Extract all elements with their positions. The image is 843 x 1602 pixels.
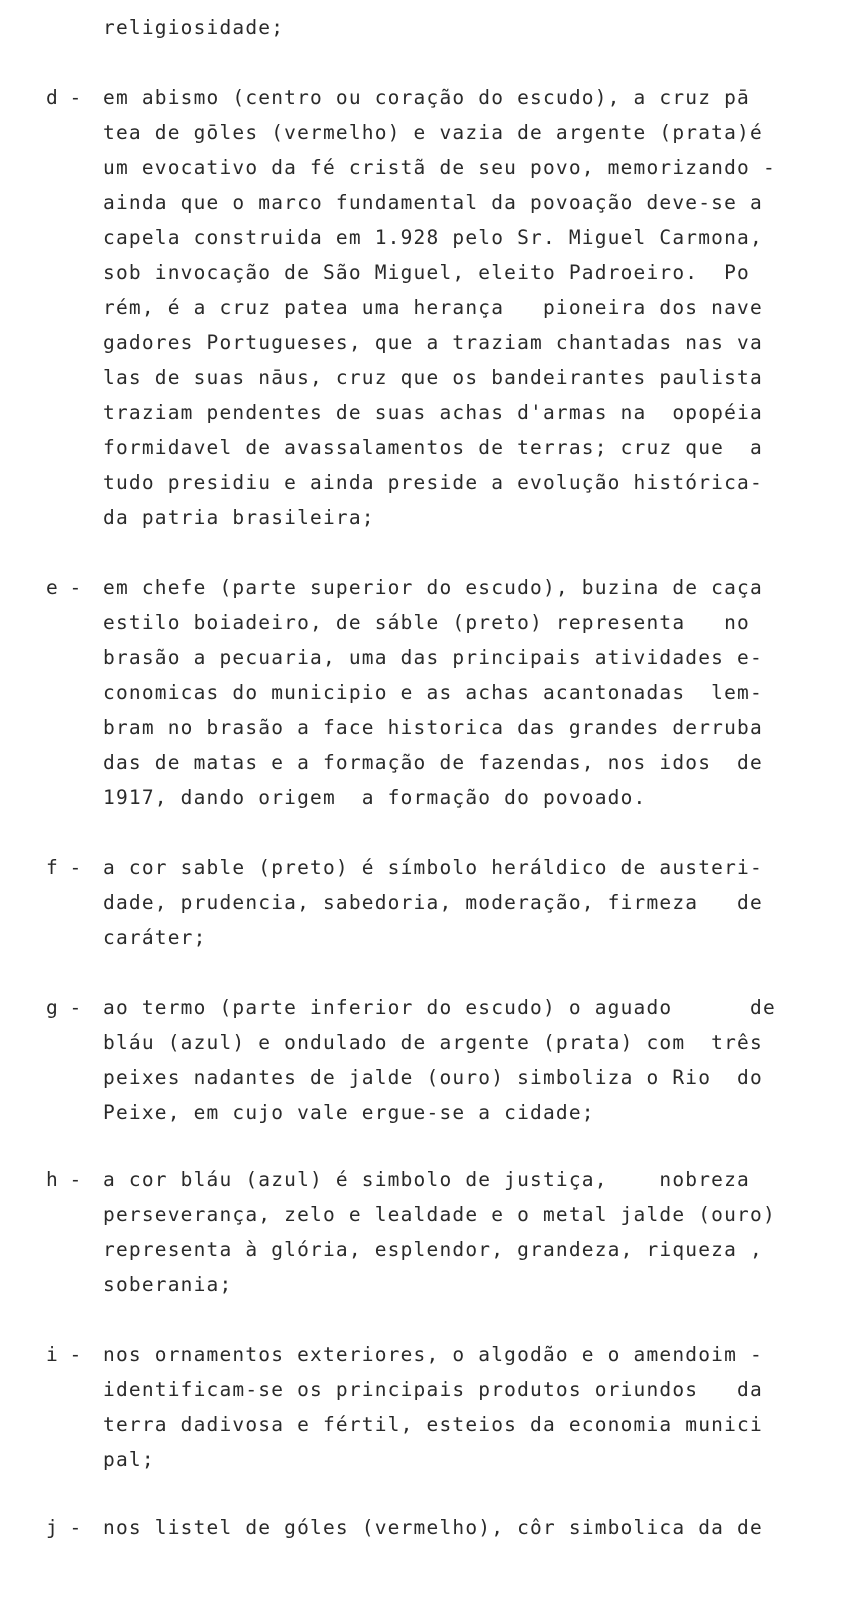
item-marker-j: j - — [46, 1516, 82, 1539]
item-i-line-3: terra dadivosa e fértil, esteios da economia munici — [103, 1413, 763, 1436]
item-f-line-2: dade, prudencia, sabedoria, moderação, firmeza de — [103, 891, 763, 914]
item-i-line-1: nos ornamentos exteriores, o algodão e o amendoim - — [103, 1343, 763, 1366]
item-f-line-3: caráter; — [103, 926, 207, 949]
item-marker-i: i - — [46, 1343, 82, 1366]
item-e-line-2: estilo boiadeiro, de sáble (preto) representa no — [103, 611, 750, 634]
item-marker-d: d - — [46, 86, 82, 109]
item-e-line-4: conomicas do municipio e as achas acantonadas lem- — [103, 681, 763, 704]
item-e-line-5: bram no brasão a face historica das grandes derruba — [103, 716, 763, 739]
item-d-line-4: ainda que o marco fundamental da povoação deve-se a — [103, 191, 763, 214]
item-d-line-12: tudo presidiu e ainda preside a evolução histórica- — [103, 471, 763, 494]
item-d-line-13: da patria brasileira; — [103, 506, 375, 529]
item-i-line-2: identificam-se os principais produtos oriundos da — [103, 1378, 763, 1401]
item-e-line-3: brasão a pecuaria, uma das principais atividades e- — [103, 646, 763, 669]
item-d-line-5: capela construida em 1.928 pelo Sr. Miguel Carmona, — [103, 226, 763, 249]
item-e-line-7: 1917, dando origem a formação do povoado. — [103, 786, 647, 809]
item-h-line-1: a cor bláu (azul) é simbolo de justiça, nobreza — [103, 1168, 750, 1191]
item-i-line-4: pal; — [103, 1448, 155, 1471]
item-g-line-1: ao termo (parte inferior do escudo) o aguado de — [103, 996, 776, 1019]
item-d-line-8: gadores Portugueses, que a traziam chantadas nas va — [103, 331, 763, 354]
item-marker-g: g - — [46, 996, 82, 1019]
item-h-line-3: representa à glória, esplendor, grandeza, riqueza , — [103, 1238, 763, 1261]
item-e-line-6: das de matas e a formação de fazendas, nos idos de — [103, 751, 763, 774]
item-marker-f: f - — [46, 856, 82, 879]
item-h-line-2: perseverança, zelo e lealdade e o metal jalde (ouro) — [103, 1203, 776, 1226]
item-g-line-3: peixes nadantes de jalde (ouro) simboliza o Rio do — [103, 1066, 763, 1089]
item-d-line-11: formidavel de avassalamentos de terras; cruz que a — [103, 436, 763, 459]
item-marker-e: e - — [46, 576, 82, 599]
item-g-line-2: bláu (azul) e ondulado de argente (prata) com três — [103, 1031, 763, 1054]
item-d-line-9: las de suas nāus, cruz que os bandeirantes paulista — [103, 366, 763, 389]
item-d-line-1: em abismo (centro ou coração do escudo), a cruz pā — [103, 86, 750, 109]
item-d-line-6: sob invocação de São Miguel, eleito Padroeiro. Po — [103, 261, 750, 284]
item-e-line-1: em chefe (parte superior do escudo), buzina de caça — [103, 576, 763, 599]
item-f-line-1: a cor sable (preto) é símbolo heráldico de austeri- — [103, 856, 763, 879]
item-h-line-4: soberania; — [103, 1273, 233, 1296]
intro-line: religiosidade; — [103, 16, 285, 39]
item-j-line-1: nos listel de góles (vermelho), côr simbolica da de — [103, 1516, 763, 1539]
item-g-line-4: Peixe, em cujo vale ergue-se a cidade; — [103, 1101, 595, 1124]
item-marker-h: h - — [46, 1168, 82, 1191]
item-d-line-2: tea de gōles (vermelho) e vazia de argente (prata)é — [103, 121, 763, 144]
item-d-line-3: um evocativo da fé cristã de seu povo, memorizando - — [103, 156, 776, 179]
item-d-line-7: rém, é a cruz patea uma herança pioneira dos nave — [103, 296, 763, 319]
item-d-line-10: traziam pendentes de suas achas d'armas na opopéia — [103, 401, 763, 424]
